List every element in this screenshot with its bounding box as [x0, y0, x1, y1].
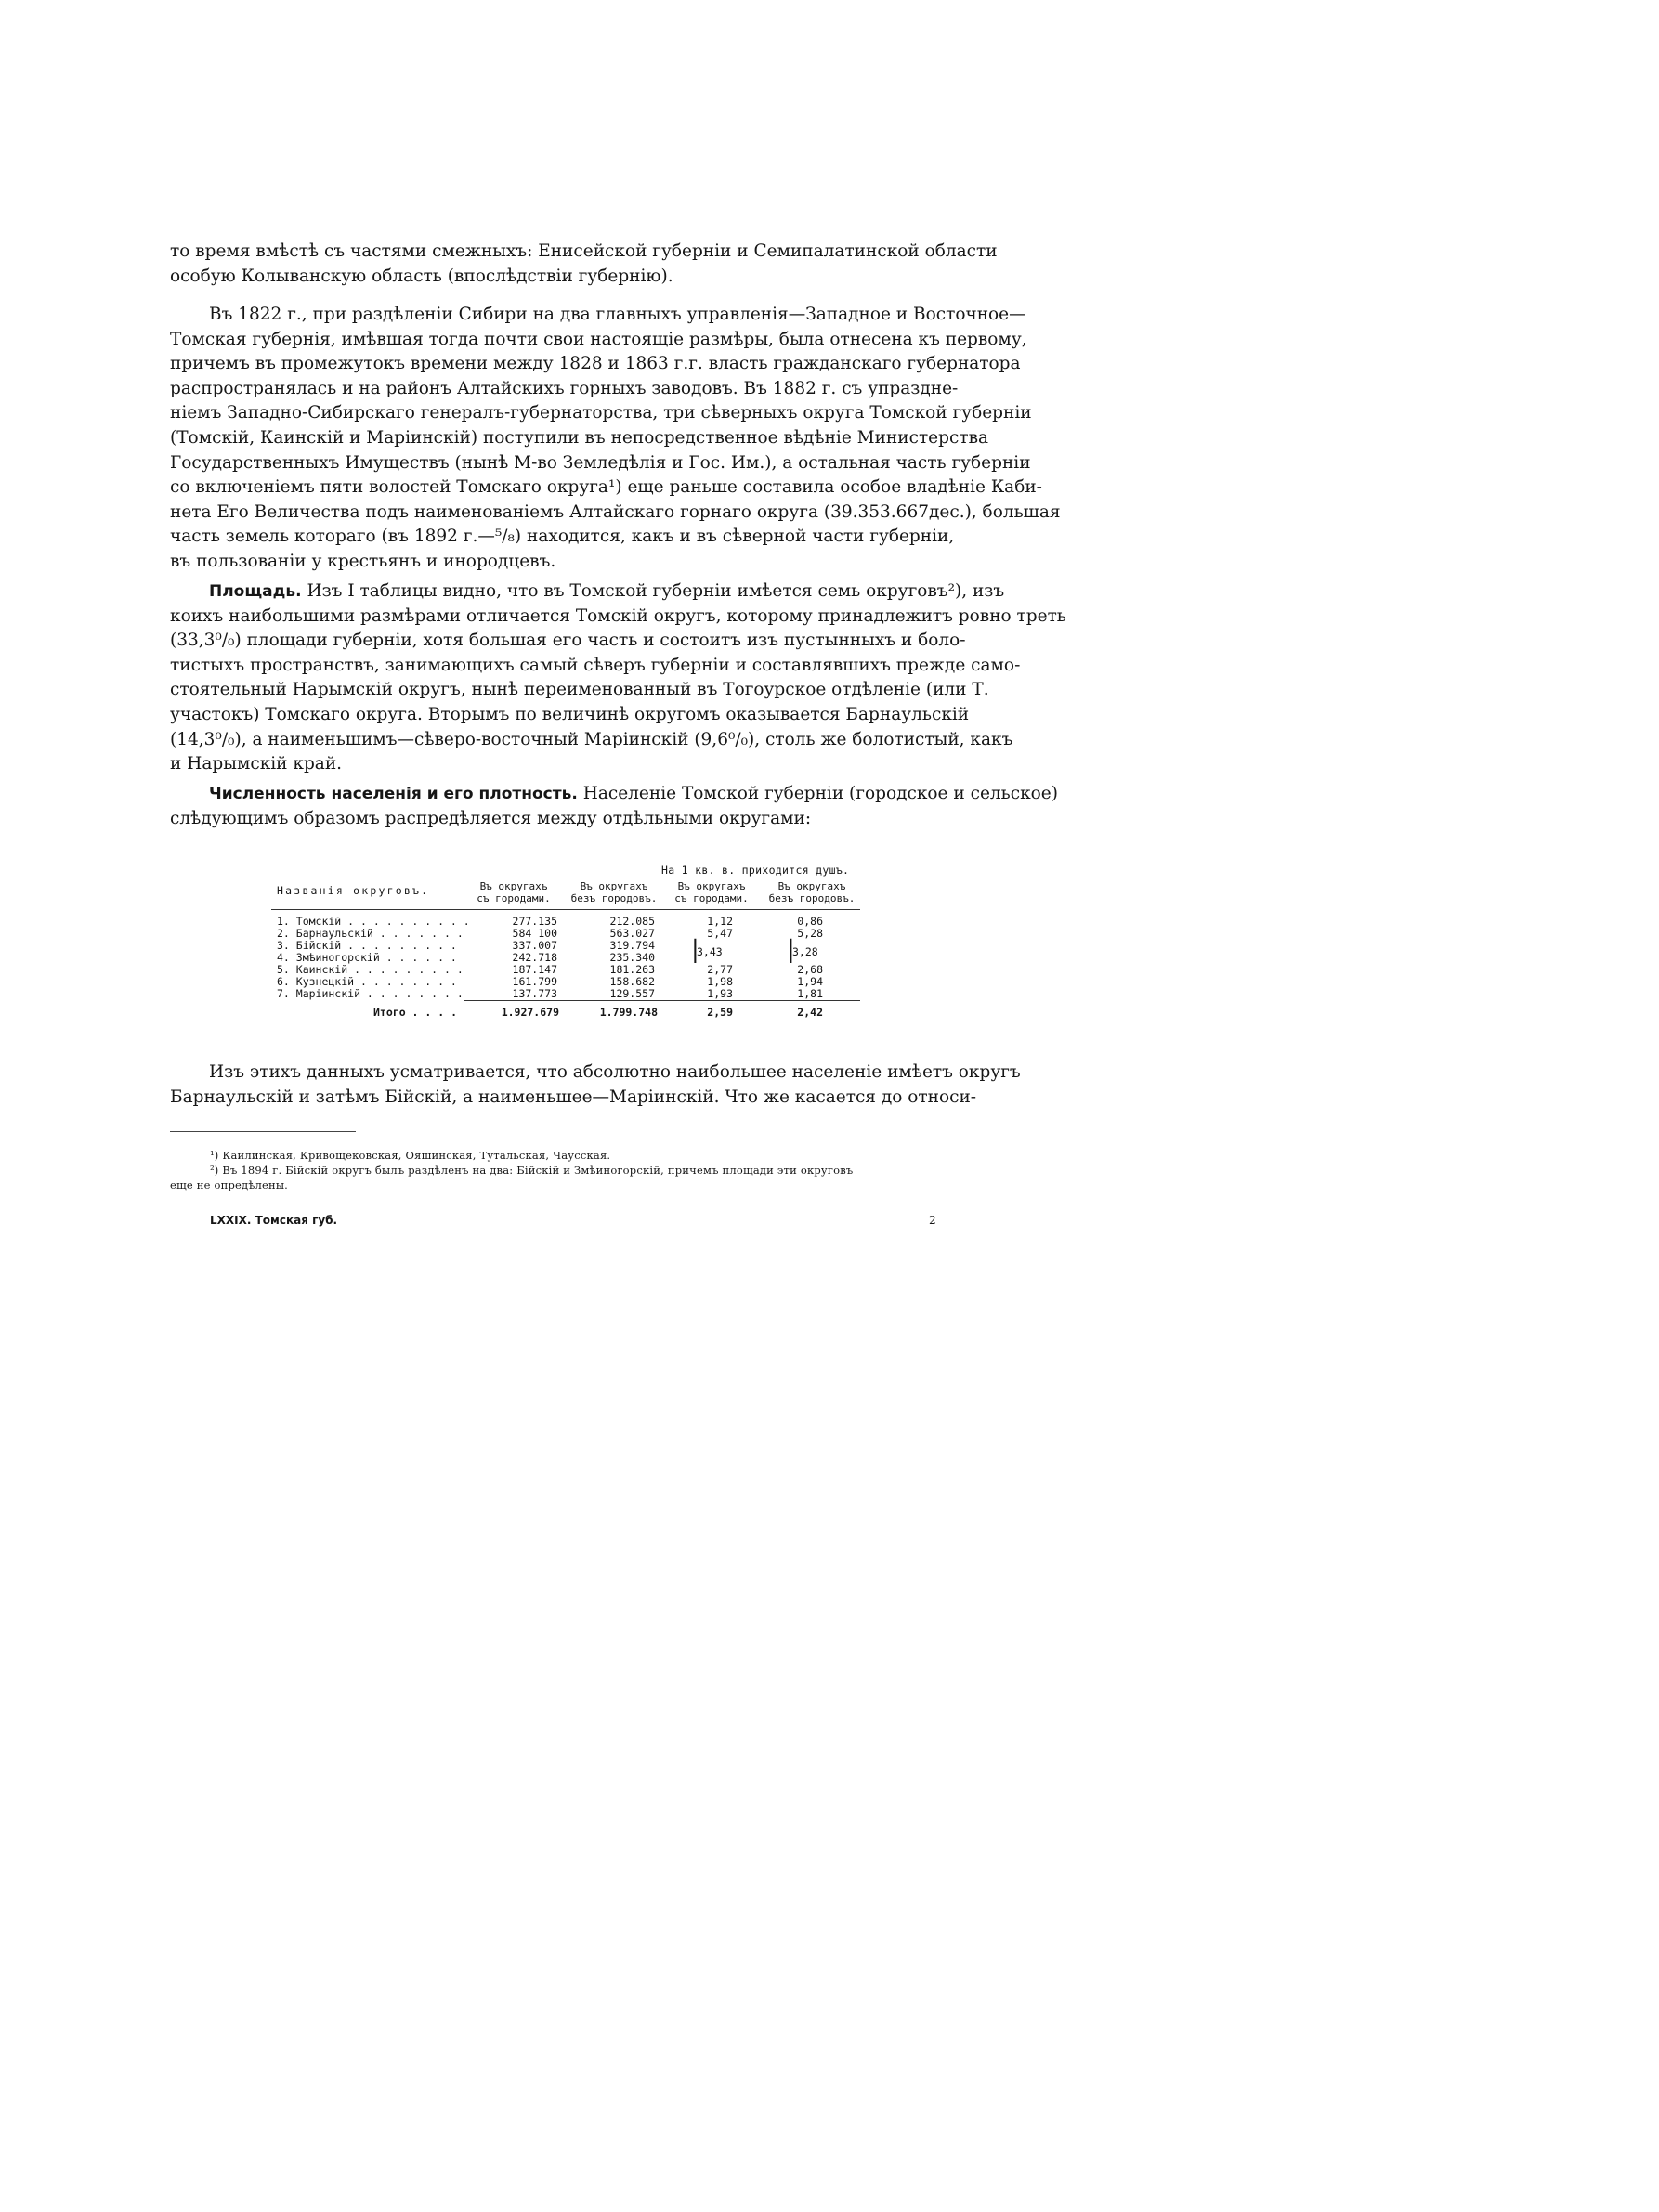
col-header-pop-with-towns — [466, 880, 561, 904]
text-line: со включеніемъ пяти волостей Томскаго округа¹) еще раньше составила особое владѣніе Каби- — [170, 477, 1042, 498]
text-line: слѣдующимъ образомъ распредѣляется между отдѣльными округами: — [170, 808, 812, 828]
cell-density-with-towns: 1,12 — [707, 915, 733, 928]
cell-density-without-towns: 0,86 — [797, 915, 823, 928]
header-line: безъ городовъ. — [570, 892, 658, 904]
col-header-pop-without-towns — [567, 880, 661, 904]
text-line: причемъ въ промежутокъ времени между 1828 и 1863 г.г. власть гражданскаго губернатора — [170, 354, 1021, 374]
col-header-density-with-towns — [665, 880, 758, 904]
footnote-2-continuation: еще не опредѣлены. — [170, 1178, 289, 1191]
text-line: (Томскій, Каинскій и Маріинскій) поступили въ непосредственное вѣдѣніе Министерства — [170, 427, 989, 448]
total-pop-with-towns: 1.927.679 — [501, 1006, 559, 1019]
cell-pop-with-towns: 584 100 — [512, 927, 557, 940]
document-page — [0, 0, 1092, 1456]
district-name: 6. Кузнецкій . . . . . . . . — [277, 975, 457, 988]
table-row — [271, 927, 866, 939]
total-label: Итого . . . . — [373, 1006, 458, 1019]
text-line — [170, 782, 1058, 807]
cell-pop-without-towns: 158.682 — [609, 975, 655, 988]
text-line: и Нарымскій край. — [170, 754, 343, 774]
paragraph-population — [170, 782, 1058, 831]
header-line: съ городами. — [674, 892, 749, 904]
text-line: стоятельный Нарымскій округъ, нынѣ переименованный въ Тогоурское отдѣленіе (или Т. — [170, 680, 989, 700]
brace-glyph: | — [691, 936, 699, 964]
merged-density-with-towns: 3,43 — [697, 945, 723, 958]
text-line: Государственныхъ Имуществъ (нынѣ М-во Земледѣлія и Гос. Им.), а остальная часть губерніи — [170, 452, 1031, 473]
table-rule — [271, 909, 860, 910]
cell-pop-with-towns: 187.147 — [512, 963, 557, 976]
total-density-without-towns: 2,42 — [797, 1006, 823, 1019]
cell-density-without-towns: 1,81 — [797, 987, 823, 1000]
cell-pop-without-towns: 181.263 — [609, 963, 655, 976]
cell-density-with-towns: 2,77 — [707, 963, 733, 976]
table-row — [271, 975, 866, 987]
text-line: въ пользованіи у крестьянъ и инородцевъ. — [170, 551, 556, 571]
table-row — [271, 939, 866, 951]
table-row — [271, 951, 866, 963]
header-line: Въ округахъ — [777, 880, 846, 892]
table-row — [271, 915, 866, 927]
page-number: 2 — [929, 1214, 936, 1227]
text-line: часть земель котораго (въ 1892 г.—⁵/₈) находится, какъ и въ сѣверной части губерніи, — [170, 527, 955, 547]
footnote-separator — [170, 1131, 356, 1132]
text-line: (33,3⁰/₀) площади губерніи, хотя большая его часть и состоитъ изъ пустынныхъ и боло- — [170, 631, 966, 651]
header-line: Въ округахъ — [580, 880, 648, 892]
running-footer-title: LXXIX. Томская губ. — [210, 1214, 338, 1227]
cell-pop-without-towns: 563.027 — [609, 927, 655, 940]
header-line: Въ округахъ — [677, 880, 746, 892]
cell-pop-without-towns: 235.340 — [609, 951, 655, 964]
cell-pop-with-towns: 161.799 — [512, 975, 557, 988]
text-line — [170, 579, 1005, 605]
district-name: 5. Каинскій . . . . . . . . . — [277, 963, 464, 976]
text-line: то время вмѣстѣ съ частями смежныхъ: Енисейской губерніи и Семипалатинской области — [170, 241, 998, 261]
text-line: Изъ этихъ данныхъ усматривается, что абсолютно наибольшее населеніе имѣетъ округъ — [209, 1062, 1021, 1082]
paragraph-2 — [170, 303, 1061, 575]
total-density-with-towns: 2,59 — [707, 1006, 733, 1019]
text-line: особую Колыванскую область (впослѣдствіи губернію). — [170, 266, 673, 286]
cell-pop-without-towns: 129.557 — [609, 987, 655, 1000]
header-line: съ городами. — [477, 892, 551, 904]
text-line: ніемъ Западно-Сибирскаго генералъ-губернаторства, три сѣверныхъ округа Томской губерніи — [170, 403, 1032, 423]
text-line: участокъ) Томскаго округа. Вторымъ по величинѣ округомъ оказывается Барнаульскій — [170, 704, 970, 724]
district-name: 3. Бійскій . . . . . . . . . — [277, 939, 457, 952]
section-heading-area: Площадь. — [209, 582, 302, 601]
cell-pop-with-towns: 137.773 — [512, 987, 557, 1000]
footnote-1: ¹) Кайлинская, Кривощековская, Ояшинская, Тутальская, Чаусская. — [210, 1149, 611, 1162]
district-name: 2. Барнаульскій . . . . . . . — [277, 927, 464, 940]
cell-pop-without-towns: 212.085 — [609, 915, 655, 928]
text-line: Томская губернія, имѣвшая тогда почти свои настоящіе размѣры, была отнесена къ первому, — [170, 329, 1027, 349]
district-name-header: Названія округовъ. — [277, 884, 430, 897]
cell-density-with-towns: 1,98 — [707, 975, 733, 988]
header-line: Въ округахъ — [479, 880, 548, 892]
cell-pop-with-towns: 337.007 — [512, 939, 557, 952]
footnote-2: ²) Въ 1894 г. Бійскій округъ былъ раздѣленъ на два: Бійскій и Змѣиногорскій, причемъ площади эти округовъ — [210, 1164, 854, 1177]
header-line: безъ городовъ. — [768, 892, 856, 904]
cell-density-with-towns: 5,47 — [707, 927, 733, 940]
district-name: 1. Томскій . . . . . . . . . . — [277, 915, 470, 928]
text-line: (14,3⁰/₀), а наименьшимъ—сѣверо-восточный Маріинскій (9,6⁰/₀), столь же болотистый, какъ — [170, 729, 1013, 749]
text-fragment: Населеніе Томской губерніи (городское и сельское) — [577, 784, 1058, 803]
cell-density-with-towns: 1,93 — [707, 987, 733, 1000]
text-line: Барнаульскій и затѣмъ Бійскій, а наименьшее—Маріинскій. Что же касается до относи- — [170, 1086, 977, 1107]
text-line: распространялась и на районъ Алтайскихъ горныхъ заводовъ. Въ 1882 г. съ упраздне- — [170, 378, 959, 398]
table-row — [271, 963, 866, 975]
text-line: тистыхъ пространствъ, занимающихъ самый сѣверъ губерніи и составлявшихъ прежде само- — [170, 655, 1021, 675]
text-fragment: Изъ I таблицы видно, что въ Томской губерніи имѣется семь округовъ²), изъ — [301, 581, 1005, 601]
paragraph-conclusion — [170, 1060, 1021, 1110]
cell-pop-with-towns: 242.718 — [512, 951, 557, 964]
section-heading-population: Численность населенія и его плотность. — [209, 785, 578, 803]
cell-pop-without-towns: 319.794 — [609, 939, 655, 952]
text-line: коихъ наибольшими размѣрами отличается Томскій округъ, которому принадлежитъ ровно треть — [170, 605, 1066, 626]
paragraph-1 — [170, 240, 998, 289]
cell-density-without-towns: 2,68 — [797, 963, 823, 976]
cell-density-without-towns: 1,94 — [797, 975, 823, 988]
cell-pop-with-towns: 277.135 — [512, 915, 557, 928]
table-rule — [464, 1000, 860, 1001]
col-header-density-without-towns — [762, 880, 862, 904]
text-line: Въ 1822 г., при раздѣленіи Сибири на два главныхъ управленія—Западное и Восточное— — [209, 305, 1026, 324]
table-row — [271, 987, 866, 999]
cell-density-without-towns: 5,28 — [797, 927, 823, 940]
district-name: 4. Змѣиногорскій . . . . . . — [277, 951, 457, 964]
brace-glyph: | — [787, 936, 795, 964]
density-group-header: На 1 кв. в. приходится душъ. — [661, 864, 850, 877]
text-line: нета Его Величества подъ наименованіемъ Алтайскаго горнаго округа (39.353.667дес.), большая — [170, 501, 1061, 522]
merged-density-without-towns: 3,28 — [792, 945, 818, 958]
paragraph-area — [170, 579, 1066, 777]
district-name: 7. Маріинскій . . . . . . . . — [277, 987, 464, 1000]
total-pop-without-towns: 1.799.748 — [599, 1006, 658, 1019]
